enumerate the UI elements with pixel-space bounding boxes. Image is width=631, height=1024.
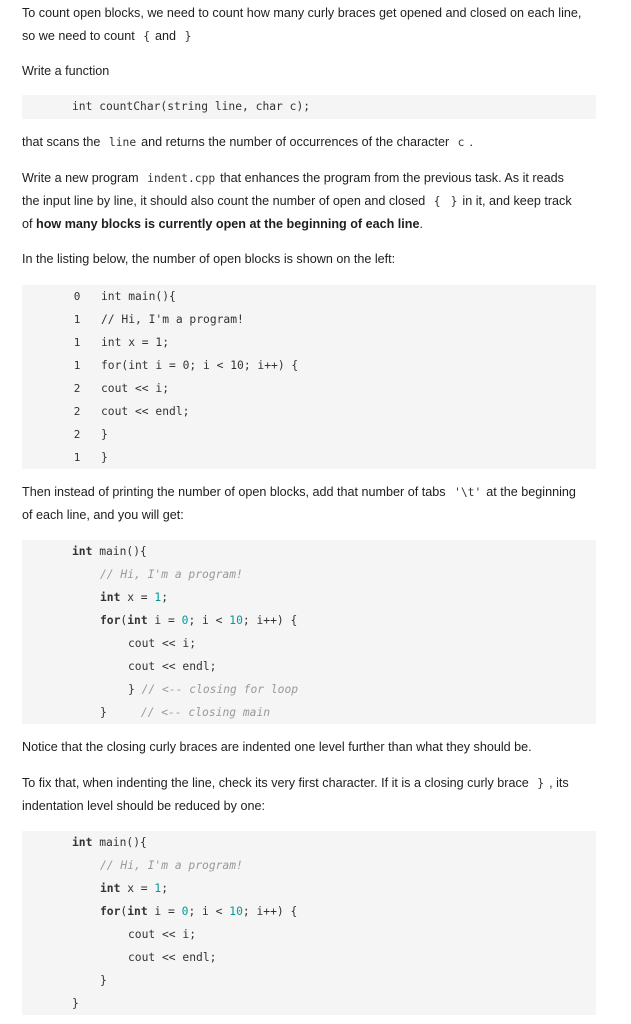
- scans-text-pre: that scans the: [22, 135, 101, 149]
- close-brace-code: }: [184, 30, 192, 43]
- new-program-mid: that enhances the program from the previous task. As it reads: [220, 171, 564, 185]
- close-brace-code-2: }: [450, 195, 458, 208]
- l2-line-6: cout << endl;: [128, 660, 217, 673]
- kw: int: [72, 836, 93, 849]
- close-brace-code-3: }: [537, 777, 545, 790]
- open-block-count: 1: [73, 451, 81, 464]
- l3-line-4: [100, 900, 297, 923]
- l3-line-6: cout << endl;: [128, 951, 217, 964]
- open-block-count: 1: [73, 359, 81, 372]
- fix-text-pre: To fix that, when indenting the line, check its very first character. If it is a closing curly brace: [22, 776, 529, 790]
- notice-paragraph: [22, 736, 604, 759]
- comment: // <-- closing for loop: [141, 683, 299, 696]
- fix-paragraph: [22, 772, 604, 818]
- code-text: i =: [147, 905, 182, 918]
- l3-line-3: [100, 877, 168, 900]
- kw: int: [127, 614, 148, 627]
- num: 0: [181, 614, 189, 627]
- kw: int: [127, 905, 148, 918]
- tabs-text-post: at the beginning: [486, 485, 576, 499]
- code-text: i =: [147, 614, 182, 627]
- c-code: c: [457, 136, 465, 149]
- num: 0: [181, 905, 189, 918]
- tabs-paragraph: [22, 481, 604, 527]
- open-block-count: 1: [73, 313, 81, 326]
- kw-int: int: [72, 100, 93, 113]
- kw: int: [72, 545, 93, 558]
- open-block-count: 2: [73, 382, 81, 395]
- l2-line-3: [100, 586, 168, 609]
- listing1-code-line: int main(){: [101, 290, 176, 303]
- num: 10: [229, 614, 243, 627]
- num: 1: [154, 882, 162, 895]
- line-code: line: [108, 136, 137, 149]
- l3-line-1: [72, 831, 147, 854]
- code-text: x =: [120, 882, 155, 895]
- listing1-code-line: cout << endl;: [101, 405, 190, 418]
- open-brace-code: {: [143, 30, 151, 43]
- scans-paragraph: [22, 131, 604, 154]
- listing-intro-text: In the listing below, the number of open blocks is shown on the left:: [22, 252, 396, 266]
- kw: int: [100, 591, 121, 604]
- indent-cpp-code: indent.cpp: [147, 172, 216, 185]
- new-program-paragraph: [22, 167, 604, 236]
- l3-line-2: // Hi, I'm a program!: [100, 859, 243, 872]
- and-word: and: [155, 29, 177, 43]
- kw: for: [100, 614, 121, 627]
- function-signature-line: [72, 95, 310, 118]
- l2-line-4: [100, 609, 297, 632]
- listing-open-blocks: [22, 285, 596, 469]
- new-program-pre: Write a new program: [22, 171, 139, 185]
- listing1-code-line: for(int i = 0; i < 10; i++) {: [101, 359, 299, 372]
- new-program-line3-pre: of: [22, 217, 33, 231]
- l2-line-1: [72, 540, 147, 563]
- code-text: main(){: [92, 545, 147, 558]
- l3-line-5: cout << i;: [128, 928, 197, 941]
- function-signature-block: [22, 95, 596, 119]
- listing1-code-line: }: [101, 451, 108, 464]
- tabs-text-pre: Then instead of printing the number of open blocks, add that number of tabs: [22, 485, 446, 499]
- l3-line-7: }: [100, 974, 107, 987]
- open-block-count: 2: [73, 428, 81, 441]
- scans-text-mid: and returns the number of occurrences of the character: [141, 135, 450, 149]
- bold-emphasis: how many blocks is currently open at the beginning of each line: [36, 217, 420, 231]
- num: 10: [229, 905, 243, 918]
- open-block-count: 1: [73, 336, 81, 349]
- comment: // <-- closing main: [140, 706, 271, 719]
- listing1-code-line: }: [101, 428, 108, 441]
- l2-line-8: [100, 701, 270, 724]
- intro-line-1: To count open blocks, we need to count how many curly braces get opened and closed on each line,: [22, 6, 582, 20]
- notice-text: Notice that the closing curly braces are indented one level further than what they should be.: [22, 740, 532, 754]
- open-block-count: 2: [73, 405, 81, 418]
- intro-line-2: so we need to count: [22, 29, 135, 43]
- num: 1: [154, 591, 162, 604]
- code-text: ; i <: [188, 905, 230, 918]
- listing-corrected-output: [22, 831, 596, 1015]
- l2-line-5: cout << i;: [128, 637, 197, 650]
- code-text: (: [120, 614, 128, 627]
- new-program-line2: the input line by line, it should also count the number of open and closed: [22, 194, 426, 208]
- write-function-paragraph: [22, 60, 604, 83]
- listing-intro-paragraph: [22, 248, 604, 271]
- tab-char-code: '\t': [454, 486, 482, 499]
- code-text: ; i++) {: [242, 905, 298, 918]
- fix-text-post: , its: [549, 776, 569, 790]
- code-text: ; i++) {: [242, 614, 298, 627]
- code-text: ; i <: [188, 614, 230, 627]
- new-program-line2-post: in it, and keep track: [462, 194, 572, 208]
- intro-paragraph: [22, 2, 604, 48]
- open-brace-code-2: {: [433, 195, 441, 208]
- listing1-code-line: int x = 1;: [101, 336, 170, 349]
- fix-line2: indentation level should be reduced by one:: [22, 799, 265, 813]
- code-text: ;: [161, 882, 169, 895]
- listing1-code-line: cout << i;: [101, 382, 170, 395]
- scans-text-end: .: [469, 135, 473, 149]
- listing1-code-line: // Hi, I'm a program!: [101, 313, 244, 326]
- kw: int: [100, 882, 121, 895]
- open-block-count: 0: [73, 290, 81, 303]
- l2-line-7: [128, 678, 298, 701]
- signature-part: countChar(string line,: [92, 100, 256, 113]
- code-text: ;: [161, 591, 169, 604]
- listing-indented-output: [22, 540, 596, 724]
- code-text: }: [100, 706, 107, 719]
- code-text: }: [128, 683, 135, 696]
- code-text: x =: [120, 591, 155, 604]
- new-program-end: .: [419, 217, 423, 231]
- tabs-line2: of each line, and you will get:: [22, 508, 184, 522]
- l2-line-2: // Hi, I'm a program!: [100, 568, 243, 581]
- write-function-text: Write a function: [22, 64, 110, 78]
- l3-line-8: }: [72, 997, 79, 1010]
- kw: for: [100, 905, 121, 918]
- kw-char: char: [255, 100, 283, 113]
- signature-end: c);: [282, 100, 311, 113]
- code-text: (: [120, 905, 128, 918]
- code-text: main(){: [92, 836, 147, 849]
